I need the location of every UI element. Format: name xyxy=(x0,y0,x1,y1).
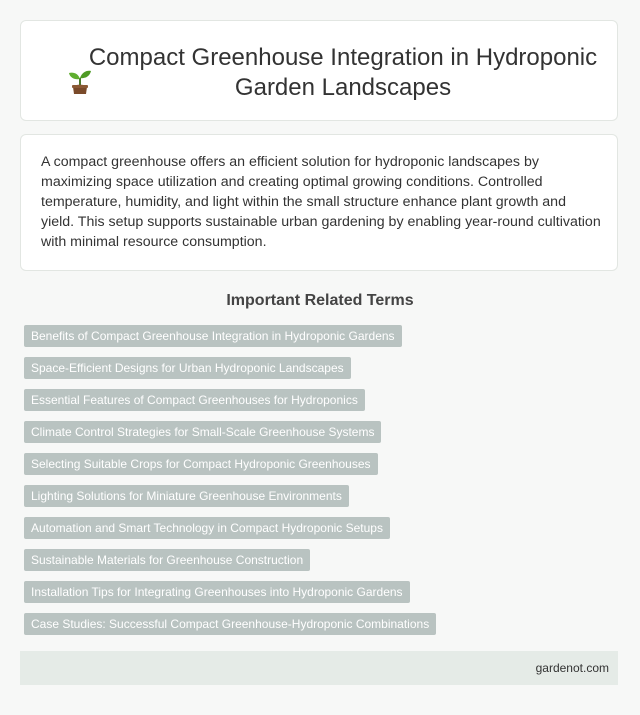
related-term-link[interactable]: Space-Efficient Designs for Urban Hydroponic Landscapes xyxy=(24,357,351,379)
related-term-link[interactable]: Installation Tips for Integrating Greenhouses into Hydroponic Gardens xyxy=(24,581,410,603)
description-card xyxy=(20,134,618,271)
related-term-link[interactable]: Climate Control Strategies for Small-Scale Greenhouse Systems xyxy=(24,421,381,443)
related-terms-list xyxy=(24,325,620,645)
related-term-link[interactable]: Selecting Suitable Crops for Compact Hydroponic Greenhouses xyxy=(24,453,378,475)
description-text: A compact greenhouse offers an efficient solution for hydroponic landscapes by maximizing space utilization and creating optimal growing conditions. Controlled temperature, humidity, and light within the small structure enhance plant growth and yield. This setup supports sustainable urban gardening by enabling year-round cultivation with minimal resource consumption. xyxy=(41,154,601,250)
page-title: Compact Greenhouse Integration in Hydroponic Garden Landscapes xyxy=(88,44,598,101)
related-terms-heading: Important Related Terms xyxy=(226,292,414,309)
header-card xyxy=(20,20,618,121)
related-term-link[interactable]: Benefits of Compact Greenhouse Integration in Hydroponic Gardens xyxy=(24,325,402,347)
related-term-link[interactable]: Case Studies: Successful Compact Greenhouse-Hydroponic Combinations xyxy=(24,613,436,635)
footer xyxy=(20,651,618,685)
related-term-link[interactable]: Sustainable Materials for Greenhouse Construction xyxy=(24,549,310,571)
related-term-link[interactable]: Lighting Solutions for Miniature Greenhouse Environments xyxy=(24,485,349,507)
related-term-link[interactable]: Automation and Smart Technology in Compact Hydroponic Setups xyxy=(24,517,390,539)
related-term-link[interactable]: Essential Features of Compact Greenhouses for Hydroponics xyxy=(24,389,365,411)
footer-site-link[interactable]: gardenot.com xyxy=(535,661,609,675)
